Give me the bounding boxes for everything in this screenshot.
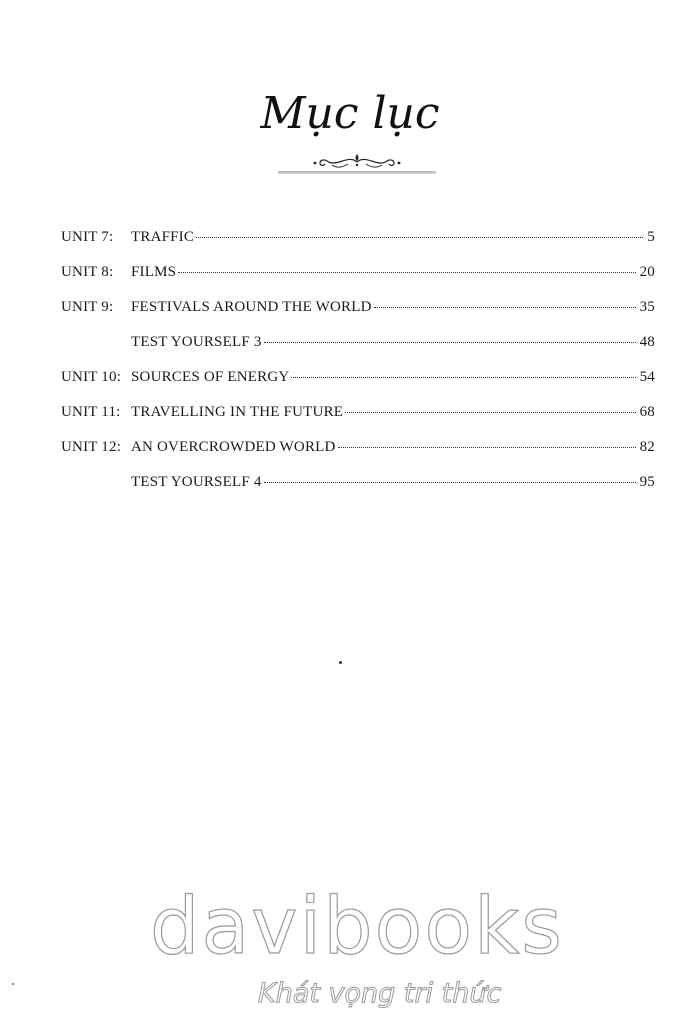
dot-leader bbox=[374, 307, 636, 308]
toc-entry-title: AN OVERCROWDED WORLD bbox=[131, 439, 336, 455]
toc-unit-label: UNIT 11: bbox=[61, 404, 121, 420]
toc-entry[interactable] bbox=[61, 439, 655, 474]
toc-page-number: 20 bbox=[639, 264, 655, 280]
toc-entry-title: TRAVELLING IN THE FUTURE bbox=[131, 404, 344, 420]
ornament-divider-icon bbox=[278, 150, 436, 178]
toc-entry[interactable] bbox=[61, 299, 655, 334]
watermark-slogan: Khát vọng tri thức bbox=[258, 978, 502, 1009]
toc-entry-title: FESTIVALS AROUND THE WORLD bbox=[131, 299, 372, 315]
toc-unit-label: UNIT 8: bbox=[61, 264, 114, 280]
edge-mark bbox=[12, 983, 14, 985]
toc-unit-label: UNIT 10: bbox=[61, 369, 122, 385]
toc-entry[interactable] bbox=[61, 474, 655, 509]
page-title: Mục lục bbox=[260, 88, 440, 139]
toc-page-number: 82 bbox=[639, 439, 655, 455]
toc-entry-title: TRAFFIC bbox=[131, 229, 195, 245]
toc-entry[interactable] bbox=[61, 264, 655, 299]
toc-entry[interactable] bbox=[61, 334, 655, 369]
dot-leader bbox=[338, 447, 636, 448]
toc-unit-label: UNIT 12: bbox=[61, 439, 122, 455]
toc-entry-title: FILMS bbox=[131, 264, 177, 280]
dot-leader bbox=[345, 412, 635, 413]
toc-page-number: 68 bbox=[639, 404, 655, 420]
dot-leader bbox=[264, 342, 636, 343]
stray-mark bbox=[339, 661, 342, 664]
toc-unit-label: UNIT 7: bbox=[61, 229, 114, 245]
toc-entry[interactable] bbox=[61, 369, 655, 404]
dot-leader bbox=[291, 377, 635, 378]
toc-entry-title: TEST YOURSELF 4 bbox=[131, 474, 262, 490]
toc-page-number: 54 bbox=[639, 369, 655, 385]
toc-entry[interactable] bbox=[61, 229, 655, 264]
toc-entry-title: TEST YOURSELF 3 bbox=[131, 334, 262, 350]
toc-list bbox=[61, 229, 655, 509]
toc-entry-title: SOURCES OF ENERGY bbox=[131, 369, 290, 385]
toc-page-number: 48 bbox=[639, 334, 655, 350]
toc-page-number: 5 bbox=[647, 229, 655, 245]
toc-entry[interactable] bbox=[61, 404, 655, 439]
toc-unit-label: UNIT 9: bbox=[61, 299, 114, 315]
dot-leader bbox=[196, 237, 643, 238]
watermark-brand: davibooks bbox=[150, 882, 564, 972]
dot-leader bbox=[178, 272, 635, 273]
toc-page-number: 95 bbox=[639, 474, 655, 490]
toc-page-number: 35 bbox=[639, 299, 655, 315]
dot-leader bbox=[264, 482, 636, 483]
